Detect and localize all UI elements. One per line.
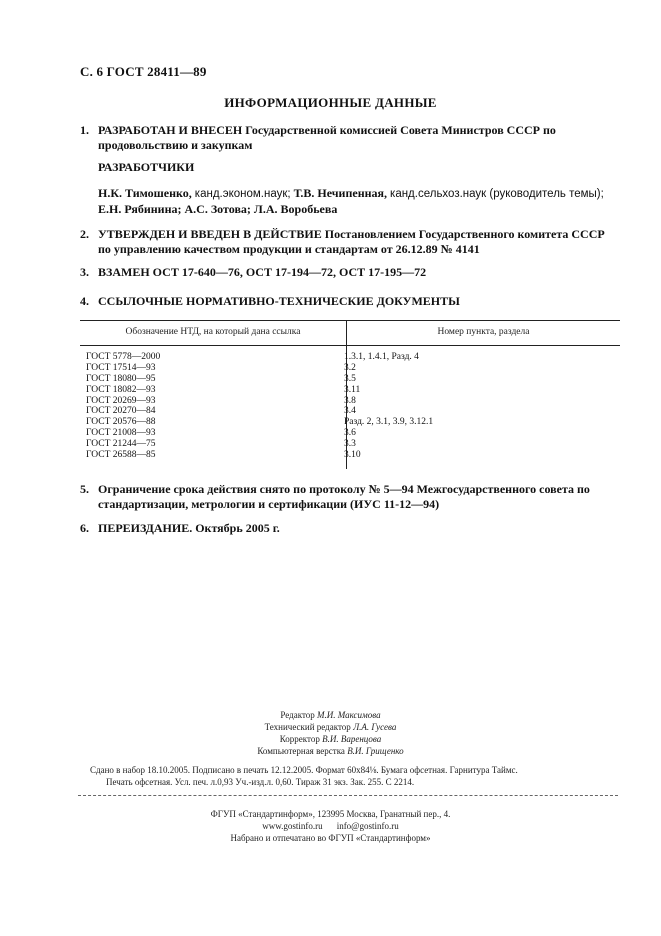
section-text: Государственной комиссией Совета Министров СССР по продовольствию и закупкам bbox=[98, 123, 556, 152]
ntd-designation: ГОСТ 21008—93 bbox=[86, 428, 156, 439]
developers-title: РАЗРАБОТЧИКИ bbox=[98, 160, 195, 174]
printer-note: Набрано и отпечатано во ФГУП «Стандартинформ» bbox=[230, 833, 431, 843]
credit-label: Редактор bbox=[280, 710, 315, 720]
ntd-designation: ГОСТ 26588—85 bbox=[86, 450, 156, 461]
publication-line: Сдано в набор 18.10.2005. Подписано в печать 12.12.2005. Формат 60x84⅛. Бумага офсетная. Гарнитура Таймс. bbox=[90, 765, 518, 775]
section-text: ССЫЛОЧНЫЕ НОРМАТИВНО-ТЕХНИЧЕСКИЕ ДОКУМЕНТЫ bbox=[98, 294, 460, 308]
section-heading: РАЗРАБОТАН И ВНЕСЕН bbox=[98, 123, 243, 137]
credit-label: Корректор bbox=[279, 734, 320, 744]
table-row bbox=[80, 450, 620, 461]
ntd-designation: ГОСТ 20270—84 bbox=[86, 406, 156, 417]
ntd-designation: ГОСТ 18080—95 bbox=[86, 373, 156, 384]
table-row bbox=[80, 406, 620, 417]
credit-name: В.И. Грищенко bbox=[347, 746, 404, 756]
table-body bbox=[80, 352, 620, 461]
ntd-designation: ГОСТ 18082—93 bbox=[86, 384, 156, 395]
publication-info bbox=[80, 765, 620, 788]
section-number: 3. bbox=[80, 265, 89, 279]
developer-role: канд.эконом.наук; bbox=[194, 188, 291, 200]
ntd-designation: ГОСТ 5778—2000 bbox=[86, 352, 161, 362]
imprint-credits bbox=[0, 709, 661, 757]
section-2 bbox=[80, 227, 620, 257]
table-row bbox=[80, 439, 620, 450]
ntd-designation: ГОСТ 20269—93 bbox=[86, 395, 156, 406]
section-number: 6. bbox=[80, 521, 89, 535]
section-3 bbox=[80, 265, 620, 280]
credit-name: М.И. Максимова bbox=[317, 710, 381, 720]
section-1 bbox=[80, 123, 620, 153]
clause-number: 3.6 bbox=[344, 428, 356, 439]
credit-name: В.И. Варенцова bbox=[322, 734, 382, 744]
section-number: 1. bbox=[80, 123, 89, 137]
developer-names-line: Е.Н. Рябинина; А.С. Зотова; Л.А. Воробьева bbox=[98, 202, 338, 216]
section-text: Ограничение срока действия снято по протоколу № 5—94 Межгосударственного совета по стандартизации, метрологии и сертификации (ИУС 11-12—94) bbox=[98, 482, 590, 511]
section-4 bbox=[80, 294, 620, 309]
table-row bbox=[80, 363, 620, 374]
page-header: С. 6 ГОСТ 28411—89 bbox=[80, 64, 207, 79]
publisher-address: ФГУП «Стандартинформ», 123995 Москва, Гранатный пер., 4. bbox=[210, 809, 451, 819]
clause-number: Разд. 2, 3.1, 3.9, 3.12.1 bbox=[344, 417, 434, 428]
developer-name: Н.К. Тимошенко, bbox=[98, 186, 192, 200]
section-5 bbox=[80, 482, 620, 512]
clause-number: 3.5 bbox=[344, 373, 356, 384]
clause-number: 1.3.1, 1.4.1, Разд. 4 bbox=[344, 352, 419, 362]
publication-line: Печать офсетная. Усл. печ. л.0,93 Уч.-изд.л. 0,60. Тираж 31 экз. Зак. 255. С 2214. bbox=[106, 776, 415, 787]
credit-label: Компьютерная верстка bbox=[257, 746, 345, 756]
developer-role: канд.сельхоз.наук (руководитель темы); bbox=[390, 188, 604, 200]
clause-number: 3.4 bbox=[344, 406, 356, 417]
credit-label: Технический редактор bbox=[264, 722, 351, 732]
credit-name: Л.А. Гусева bbox=[353, 722, 397, 732]
table-row bbox=[80, 374, 620, 385]
table-row bbox=[80, 385, 620, 396]
divider bbox=[78, 795, 618, 796]
table-header bbox=[80, 321, 620, 346]
clause-number: 3.8 bbox=[344, 395, 356, 406]
clause-number: 3.11 bbox=[344, 384, 361, 395]
section-heading: УТВЕРЖДЕН И ВВЕДЕН В ДЕЙСТВИЕ bbox=[98, 227, 322, 241]
section-number: 2. bbox=[80, 227, 89, 241]
page-title: ИНФОРМАЦИОННЫЕ ДАННЫЕ bbox=[224, 95, 437, 110]
ntd-designation: ГОСТ 20576—88 bbox=[86, 417, 156, 428]
section-6 bbox=[80, 521, 620, 536]
table-row bbox=[80, 428, 620, 439]
reference-table bbox=[80, 320, 620, 469]
section-number: 5. bbox=[80, 482, 89, 496]
ntd-designation: ГОСТ 21244—75 bbox=[86, 439, 156, 450]
clause-number: 3.2 bbox=[344, 362, 356, 373]
developer-name: Т.В. Нечипенная, bbox=[293, 186, 388, 200]
section-text: ПЕРЕИЗДАНИЕ. Октябрь 2005 г. bbox=[98, 521, 280, 535]
publisher-footer bbox=[0, 808, 661, 844]
section-text: Постановлением Государственного комитета СССР по управлению качеством продукции и стандартам от 26.12.89 № 4141 bbox=[98, 227, 605, 256]
section-text: ВЗАМЕН ОСТ 17-640—76, ОСТ 17-194—72, ОСТ 17-195—72 bbox=[98, 265, 427, 279]
developers-list bbox=[98, 186, 620, 217]
column-header: Обозначение НТД, на который дана ссылка bbox=[125, 327, 301, 337]
email-link[interactable]: info@gostinfo.ru bbox=[336, 821, 399, 831]
table-row bbox=[80, 417, 620, 428]
table-row bbox=[80, 396, 620, 407]
column-header: Номер пункта, раздела bbox=[437, 327, 530, 337]
table-row bbox=[80, 352, 620, 363]
clause-number: 3.10 bbox=[344, 450, 361, 461]
ntd-designation: ГОСТ 17514—93 bbox=[86, 362, 156, 373]
section-number: 4. bbox=[80, 294, 89, 308]
clause-number: 3.3 bbox=[344, 439, 356, 450]
website-link[interactable]: www.gostinfo.ru bbox=[262, 821, 323, 831]
